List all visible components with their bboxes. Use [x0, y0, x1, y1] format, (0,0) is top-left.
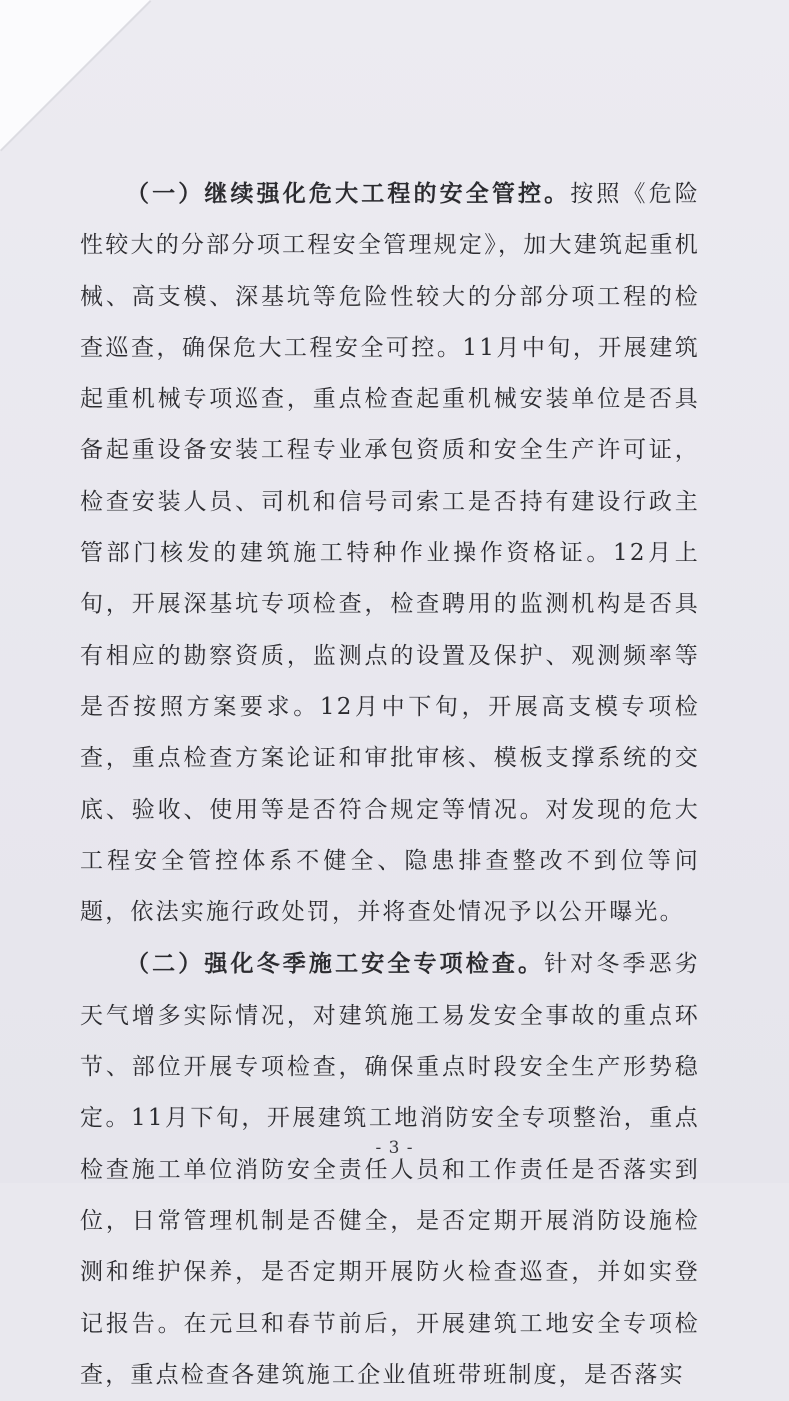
paragraph-2-text: 针对冬季恶劣天气增多实际情况，对建筑施工易发安全事故的重点环节、部位开展专项检查，确保重点时段安全生产形势稳定。11月下旬，开展建筑工地消防安全专项整治，重点检查施工单位消防安全责任人员和工作责任是否落实到位，日常管理机制是否健全，是否定期开展消防设施检测和维护保养，是否定期开展防火检查巡查，并如实登记报告。在元旦和春节前后，开展建筑工地安全专项检查，重点检查各建筑施工企业值班带班制度，是否落实	[80, 951, 701, 1388]
page-number: - 3 -	[375, 1138, 414, 1158]
paragraph-1	[80, 168, 700, 938]
paragraph-2-heading: （二）强化冬季施工安全专项检查。	[126, 950, 545, 978]
paragraph-2	[80, 938, 700, 1401]
document-body	[80, 168, 700, 1401]
paragraph-1-heading: （一）继续强化危大工程的安全管控。	[126, 180, 571, 207]
paragraph-1-text: 按照《危险性较大的分部分项工程安全管理规定》，加大建筑起重机械、高支模、深基坑等危险性较大的分部分项工程的检查巡查，确保危大工程安全可控。11月中旬，开展建筑起重机械专项巡查，重点检查起重机械安装单位是否具备起重设备安装工程专业承包资质和安全生产许可证，检查安装人员、司机和信号司索工是否持有建设行政主管部门核发的建筑施工特种作业操作资格证。12月上旬，开展深基坑专项检查，检查聘用的监测机构是否具有相应的勘察资质，监测点的设置及保护、观测频率等是否按照方案要求。12月中下旬，开展高支模专项检查，重点检查方案论证和审批审核、模板支撑系统的交底、验收、使用等是否符合规定等情况。对发现的危大工程安全管控体系不健全、隐患排查整改不到位等问题，依法实施行政处罚，并将查处情况予以公开曝光。	[80, 181, 700, 926]
